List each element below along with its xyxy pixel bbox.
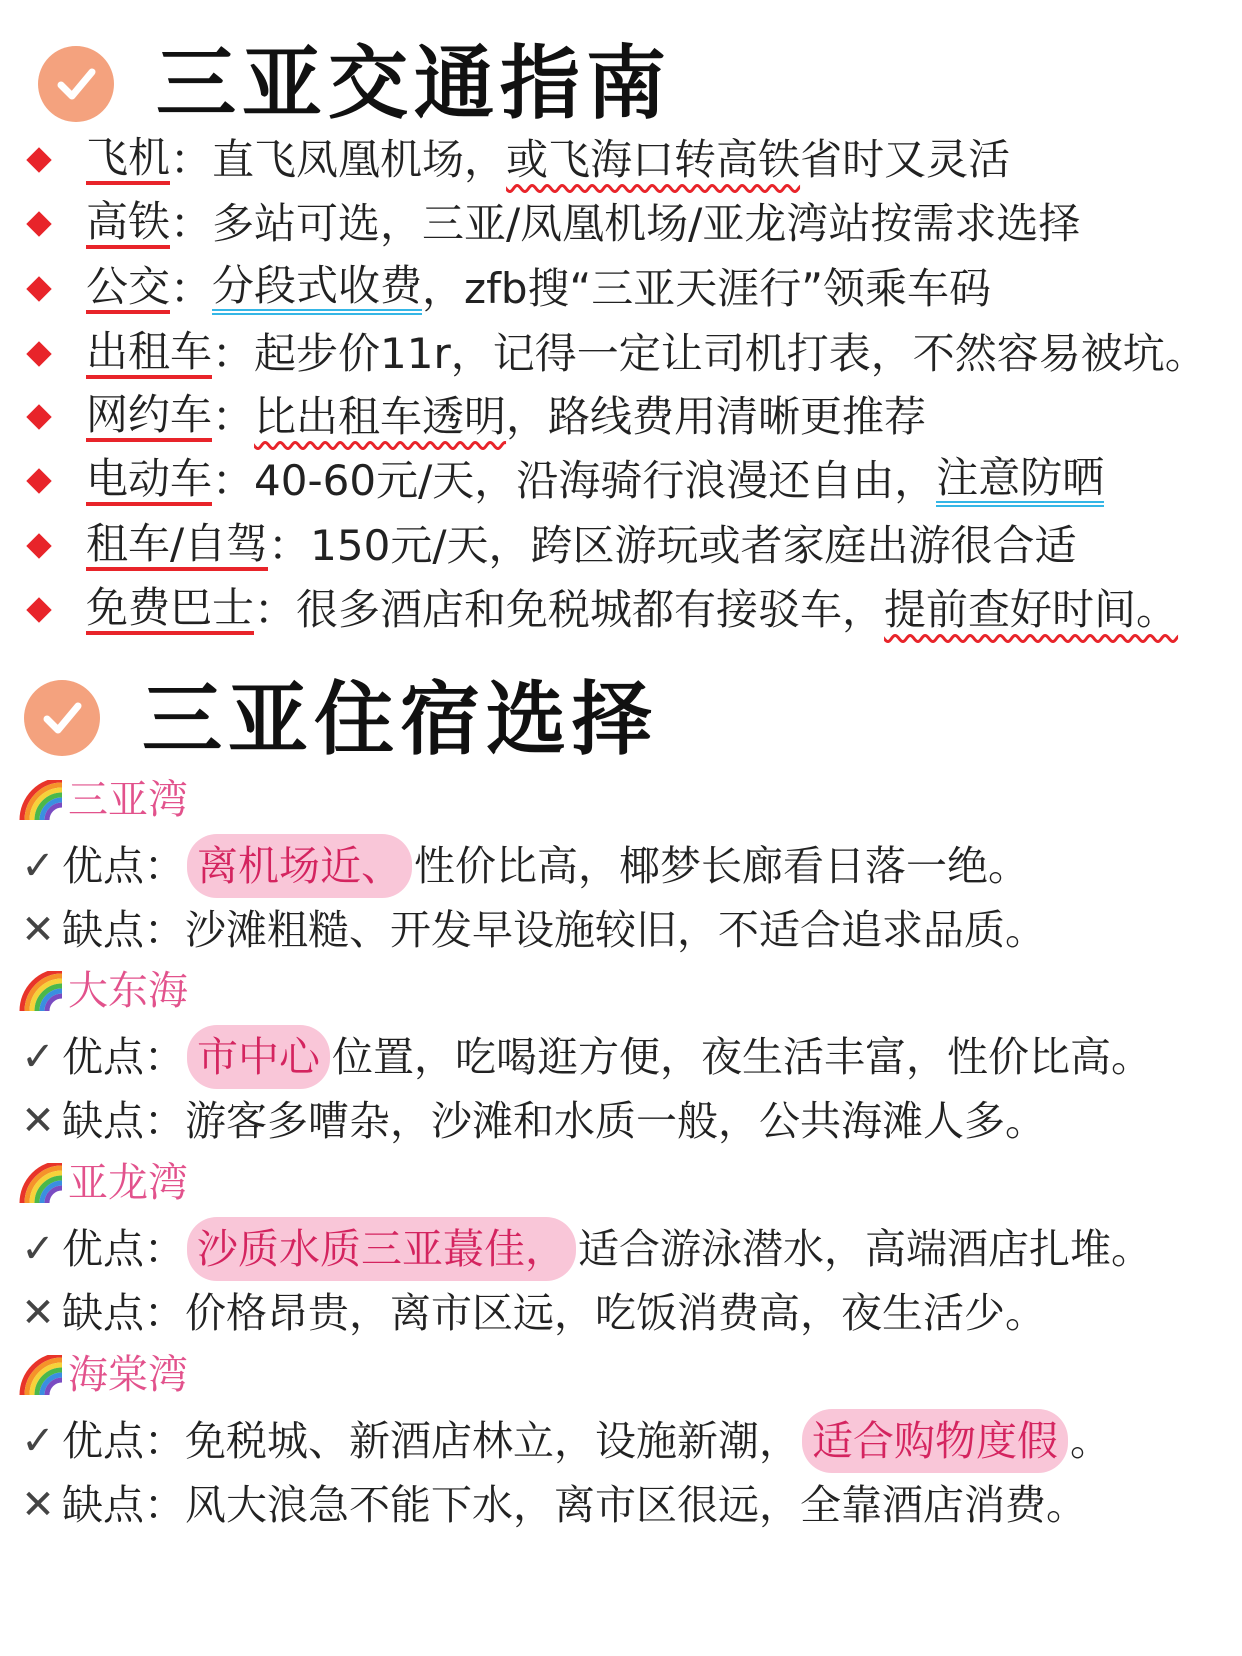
rainbow-icon <box>18 971 62 1011</box>
pro-highlight: 适合购物度假 <box>802 1409 1068 1473</box>
transport-text: 直飞凤凰机场， <box>212 135 507 184</box>
transport-label: 飞机 <box>86 135 170 185</box>
pro-row <box>18 834 1029 898</box>
transport-emphasis: 注意防晒 <box>936 455 1104 507</box>
con-text: 沙滩粗糙、开发早设施较旧，不适合追求品质。 <box>185 906 1046 954</box>
colon: ： <box>254 585 297 634</box>
area-title <box>18 963 188 1019</box>
transport-text: 很多酒店和免税城都有接驳车， <box>296 585 885 634</box>
pro-row <box>18 1217 1152 1281</box>
con-text: 价格昂贵，离市区远，吃饭消费高，夜生活少。 <box>185 1289 1046 1337</box>
diamond-icon <box>26 276 51 301</box>
diamond-icon <box>26 147 51 172</box>
area-title <box>18 1347 188 1403</box>
con-row <box>18 1283 1046 1343</box>
con-label: 缺点： <box>62 1097 185 1145</box>
transport-tail: ，路线费用清晰更推荐 <box>506 392 927 441</box>
diamond-icon <box>26 597 51 622</box>
transport-label: 高铁 <box>86 199 170 249</box>
pro-text: 性价比高，椰梦长廊看日落一绝。 <box>414 842 1029 890</box>
con-row <box>18 1475 1087 1535</box>
area-name: 大东海 <box>68 968 188 1014</box>
colon: ： <box>170 135 213 184</box>
transport-item <box>22 132 1010 188</box>
area-title <box>18 772 188 828</box>
colon: ： <box>212 392 255 441</box>
colon: ： <box>170 264 213 313</box>
diamond-icon <box>26 533 51 558</box>
transport-item <box>22 453 1104 509</box>
area-title <box>18 1155 188 1211</box>
pro-label: 优点： <box>62 1225 185 1273</box>
transport-text: 起步价11r，记得一定让司机打表，不然容易被坑。 <box>254 329 1207 378</box>
pro-label: 优点： <box>62 842 185 890</box>
diamond-icon <box>26 341 51 366</box>
cross-icon: ✕ <box>21 1098 55 1144</box>
transport-emphasis: 比出租车透明 <box>254 392 507 441</box>
lodging-title: 三亚住宿选择 <box>142 673 658 766</box>
transport-label: 公交 <box>86 264 170 314</box>
transport-tail: ，zfb搜“三亚天涯行”领乘车码 <box>422 264 992 313</box>
pro-text: 免税城、新酒店林立，设施新潮， <box>185 1417 800 1465</box>
pro-row <box>18 1409 1111 1473</box>
transport-item <box>22 261 991 317</box>
pro-highlight: 沙质水质三亚蕞佳， <box>187 1217 576 1281</box>
transport-item <box>22 389 926 445</box>
transport-item <box>22 518 1077 574</box>
transport-label: 网约车 <box>86 392 212 442</box>
transport-item <box>22 326 1207 382</box>
transport-tail: 省时又灵活 <box>800 135 1011 184</box>
con-text: 游客多嘈杂，沙滩和水质一般，公共海滩人多。 <box>185 1097 1046 1145</box>
pro-text: 。 <box>1070 1417 1111 1465</box>
cross-icon: ✕ <box>21 1482 55 1528</box>
pro-text: 位置，吃喝逛方便，夜生活丰富，性价比高。 <box>332 1033 1152 1081</box>
colon: ： <box>170 199 213 248</box>
transport-item <box>22 196 1080 252</box>
cross-icon: ✕ <box>21 907 55 953</box>
check-circle-icon <box>24 680 100 756</box>
transport-text: 多站可选，三亚/凤凰机场/亚龙湾站按需求选择 <box>212 199 1081 248</box>
transport-item <box>22 582 1178 638</box>
con-row <box>18 900 1046 960</box>
transport-emphasis: 分段式收费 <box>212 263 422 315</box>
check-circle-icon <box>38 46 114 122</box>
diamond-icon <box>26 211 51 236</box>
pro-highlight: 市中心 <box>187 1025 330 1089</box>
checkmark-icon: ✓ <box>21 1034 55 1080</box>
area-name: 亚龙湾 <box>68 1160 188 1206</box>
pro-highlight: 离机场近、 <box>187 834 412 898</box>
colon: ： <box>268 521 311 570</box>
transport-label: 租车/自驾 <box>86 521 268 571</box>
colon: ： <box>212 329 255 378</box>
con-label: 缺点： <box>62 1289 185 1337</box>
checkmark-icon: ✓ <box>21 1418 55 1464</box>
diamond-icon <box>26 404 51 429</box>
con-row <box>18 1091 1046 1151</box>
pro-text: 适合游泳潜水，高端酒店扎堆。 <box>578 1225 1152 1273</box>
pro-label: 优点： <box>62 1417 185 1465</box>
cross-icon: ✕ <box>21 1290 55 1336</box>
transport-label: 免费巴士 <box>86 585 254 635</box>
transport-emphasis: 提前查好时间。 <box>884 585 1179 634</box>
transport-title: 三亚交通指南 <box>156 37 672 130</box>
diamond-icon <box>26 468 51 493</box>
transport-text: 40-60元/天，沿海骑行浪漫还自由， <box>254 456 937 505</box>
pro-label: 优点： <box>62 1033 185 1081</box>
area-name: 三亚湾 <box>68 777 188 823</box>
checkmark-icon: ✓ <box>21 843 55 889</box>
pro-row <box>18 1025 1152 1089</box>
transport-label: 电动车 <box>86 456 212 506</box>
area-name: 海棠湾 <box>68 1352 188 1398</box>
checkmark-icon: ✓ <box>21 1226 55 1272</box>
con-label: 缺点： <box>62 1481 185 1529</box>
con-label: 缺点： <box>62 906 185 954</box>
transport-text: 150元/天，跨区游玩或者家庭出游很合适 <box>310 521 1077 570</box>
con-text: 风大浪急不能下水，离市区很远，全靠酒店消费。 <box>185 1481 1087 1529</box>
rainbow-icon <box>18 1355 62 1395</box>
rainbow-icon <box>18 780 62 820</box>
colon: ： <box>212 456 255 505</box>
rainbow-icon <box>18 1163 62 1203</box>
transport-emphasis: 或飞海口转高铁 <box>506 135 801 184</box>
transport-label: 出租车 <box>86 329 212 379</box>
